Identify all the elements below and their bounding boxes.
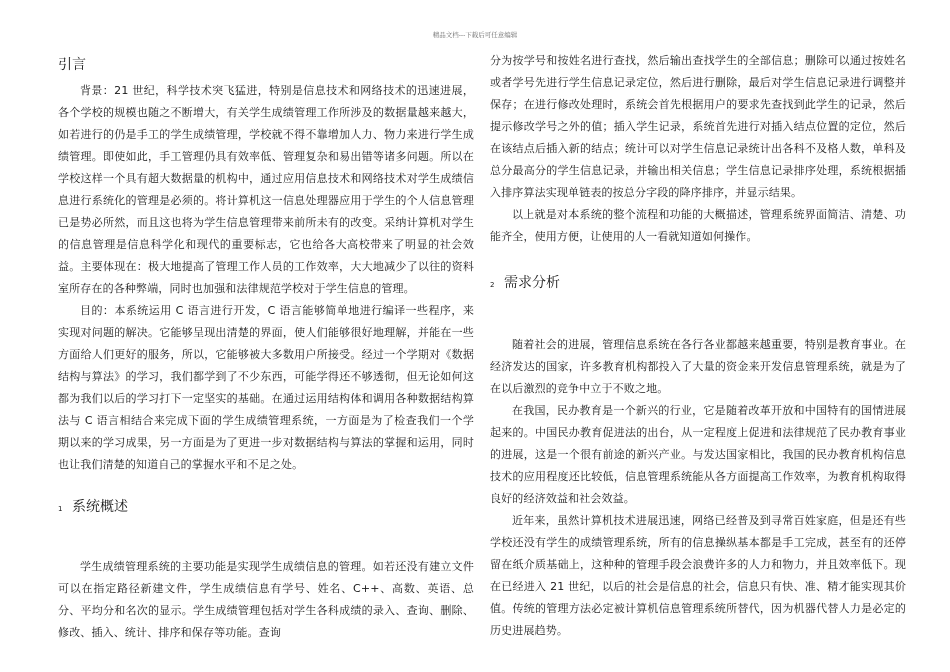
section-2-title: 需求分析 [504,275,560,291]
section-1-heading [58,496,474,556]
section-1-number: 1 [58,505,63,513]
overview-continued-paragraph: 分为按学号和按姓名进行查找，然后输出查找学生的全部信息；删除可以通过按姓名或者学号先进行学生信息记录定位，然后进行删除，最后对学生信息记录进行调整并保存；在进行修改处理时，系统会首先根据用户的要求先查找到此学生的记录，然后提示修改学号之外的值；插入学生记录，系统首先进行对插入结点位置的定位，然后在该结点后插入新的结点；统计可以对学生信息记录统计出各科不及格人数，单科及总分最高分的学生信息记录，并输出相关信息；学生信息记录排序处理，系统根据插入排序算法实现单链表的按总分字段的降序排序，并显示结果。 [490,54,906,199]
purpose-paragraph: 目的：本系统运用 C 语言进行开发，C 语言能够简单地进行编译一些程序，来实现对问题的解决。它能够呈现出清楚的界面，使人们能够很好地理解，并能在一些方面给人们更好的服务，所以，它能够被大多数用户所接受。经过一个学期对《数据结构与算法》的学习，我们都学到了不少东西，可能学得还不够透彻，但无论如何这都为我们以后的学习打下一定坚实的基础。在通过运用结构体和调用各种数据结构算法与 C 语言相结合来完成下面的学生成绩管理系统，一方面是为了检查我们一个学期以来的学习成果，另一方面是为了更进一步对数据结构与算法的掌握和运用，同时也让我们清楚的知道自己的掌握水平和不足之处。 [58,304,474,471]
right-column [490,50,906,642]
intro-heading: 引言 [58,57,86,73]
background-paragraph: 背景：21 世纪，科学技术突飞猛进，特别是信息技术和网络技术的迅速进展，各个学校的规模也随之不断增大，有关学生成绩管理工作所涉及的数据量越来越大，如若进行的仍是手工的学生成绩管理，学校就不得不靠增加人力、物力来进行学生成绩管理。即使如此，手工管理仍具有效率低、管理复杂和易出错等诸多问题。所以在学校这样一个具有超大数据量的机构中，通过应用信息技术和网络技术对学生成绩信息进行系统化的管理是必须的。将计算机这一信息处理器应用于学生的个人信息管理已是势必所然，而且这也将为学生信息管理带来前所未有的改变。采纳计算机对学生的信息管理是信息科学化和现代的重要标志，它也给各大高校带来了明显的社会效益。主要体现在：极大地提高了管理工作人员的工作效率，大大地减少了以往的资料室所存在的各种弊端，同时也加强和法律规范学校对于学生信息的管理。 [58,84,474,295]
requirements-paragraph-3: 近年来，虽然计算机技术进展迅速，网络已经普及到寻常百姓家庭，但是还有些学校还没有学生的成绩管理系统，所有的信息操纵基本都是手工完成，甚至有的还停留在纸介质基础上，这种种的管理手段会浪费许多的人力和物力，并且效率低下。现在已经进入 21 世纪，以后的社会是信息的社会，信息只有快、准、精才能实现其价值。传统的管理方法必定被计算机信息管理系统所替代，因为机器代替人力是必定的历史进展趋势。 [490,514,906,637]
section-1-title: 系统概述 [72,499,128,515]
section-2-heading [490,272,906,334]
summary-paragraph: 以上就是对本系统的整个流程和功能的大概描述，管理系统界面简洁、清楚、功能齐全，使用方便，让使用的人一看就知道如何操作。 [490,208,906,243]
page-header: 精品文档---下载后可任意编辑 [432,31,518,39]
system-overview-paragraph: 学生成绩管理系统的主要功能是实现学生成绩信息的管理。如若还没有建立文件可以在指定路径新建文件，学生成绩信息有学号、姓名、C++、高数、英语、总分、平均分和名次的显示。学生成绩管理包括对学生各科成绩的录入、查询、删除、修改、插入、统计、排序和保存等功能。查询 [58,560,474,639]
requirements-paragraph-1: 随着社会的进展，管理信息系统在各行各业都越来越重要，特别是教育事业。在经济发达的国家，许多教育机构都投入了大量的资金来开发信息管理系统，就是为了在以后激烈的竞争中立于不败之地。 [490,338,906,395]
requirements-paragraph-2: 在我国，民办教育是一个新兴的行业，它是随着改革开放和中国特有的国情进展起来的。中国民办教育促进法的出台，从一定程度上促进和法律规范了民办教育事业的进展，这是一个很有前途的新兴产业。与发达国家相比，我国的民办教育机构信息技术的应用程度还比较低，信息管理系统能从各方面提高工作效率，为教育机构取得良好的经济效益和社会效益。 [490,404,906,505]
section-2-number: 2 [490,281,495,289]
left-column [58,50,474,644]
